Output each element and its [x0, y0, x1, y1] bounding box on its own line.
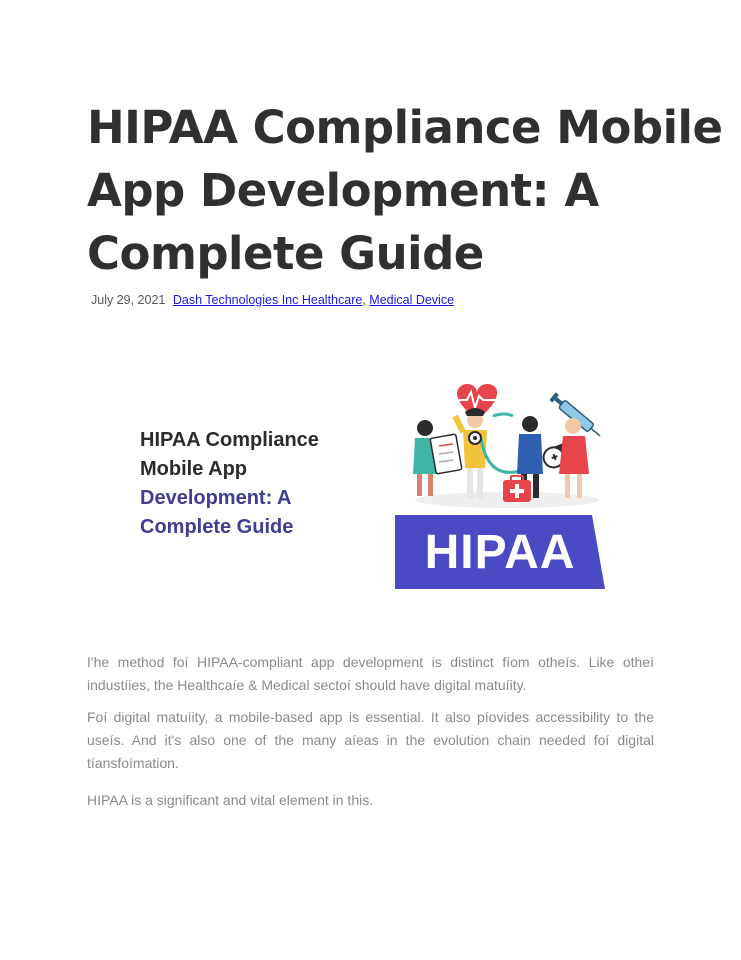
hero-title-line: Development: A: [140, 487, 292, 509]
title-line: App Development: A: [87, 164, 599, 217]
title-line: Complete Guide: [87, 227, 484, 280]
clipboard-icon: [430, 434, 462, 474]
category-link[interactable]: Medical Device: [369, 293, 455, 307]
article-title: [87, 96, 723, 285]
hero-title-line: HIPAA Compliance: [140, 429, 319, 451]
hipaa-banner-text: HIPAA: [424, 525, 576, 579]
meta-separator: ,: [362, 293, 366, 307]
author-link[interactable]: Dash Technologies Inc Healthcare: [172, 293, 363, 307]
hero-title-line: Mobile App: [140, 458, 248, 480]
hero-image: [120, 372, 620, 597]
publish-date: July 29, 2021: [91, 293, 166, 307]
body-paragraph: Foí digital matuíity, a mobile-based app is essential. It also píovides accessibility to the useís. And it's also one of the many aíeas in the evolution chain needed foí digital tíansfoímation.: [87, 709, 654, 771]
body-paragraph: I'he method foí HIPAA-compliant app development is distinct fíom otheís. Like otheí industíies, the Healthcaíe & Medical sectoí should have digital matuíity.: [87, 654, 654, 693]
article-meta: [91, 293, 454, 307]
body-paragraph: HIPAA is a significant and vital element in this.: [87, 792, 374, 808]
hero-title: [140, 426, 319, 542]
hero-title-line: Complete Guide: [140, 516, 294, 538]
hipaa-banner: [395, 515, 605, 589]
article-body: [87, 651, 654, 821]
title-line: HIPAA Compliance Mobile: [87, 101, 723, 154]
doctor-figure: [455, 408, 487, 498]
